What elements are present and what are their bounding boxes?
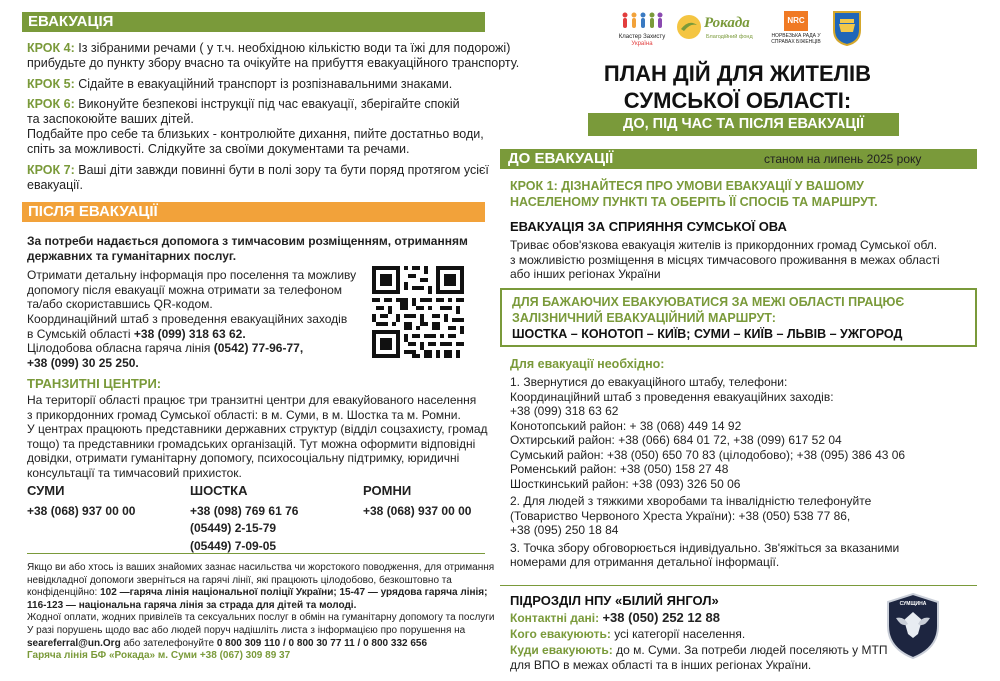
city-name: РОМНИ	[363, 483, 412, 498]
npu-title: ПІДРОЗДІЛ НПУ «БІЛИЙ ЯНГОЛ»	[510, 593, 719, 608]
railway-route-box: ДЛЯ БАЖАЮЧИХ ЕВАКУЮВАТИСЯ ЗА МЕЖІ ОБЛАСТІ ПРАЦЮЄ ЗАЛІЗНИЧНИЙ ЕВАКУАЦІЙНИЙ МАРШРУТ: ШОСТКА – КОНОТОП – КИЇВ; СУМИ – КИЇВ – ЛЬВІВ – УЖГОРОД	[500, 288, 977, 347]
badge-label: СУМЩИНА	[899, 601, 927, 607]
sumy-coat-of-arms-icon	[832, 10, 862, 46]
city-name: ШОСТКА	[190, 483, 248, 498]
coordination-hq-text: Координаційний штаб з проведення евакуаційних заходів в Сумській області +38 (099) 318 63 62. Цілодобова обласна гаряча лінія (0542) 77-96-77, +38 (099) 30 25 250.	[27, 312, 348, 370]
hotlines-footer: Якщо ви або хтось із ваших знайомих зазнає насильства чи жорстокого поводження, для отримання невідкладної допомоги зверніться на гарячі лінії, які працюють цілодобово, безкоштовно та конфіденційно: 102 —гаряча лінія національної поліції України; 15-47 — урядова гаряча лінія; 116-123 — національна гаряча лінія за страда для дітей та молоді. Жодної оплати, жодних привілеїв та сексуальних послуг в обмін на гуманітарну допомогу та послуги У разі порушень щодо вас або людей поруч надішліть листа з інформацією про порушення на seareferral@un.Org або зателефонуйте 0 800 309 110 / 0 800 30 77 11 / 0 800 332 656 Гаряча лінія БФ «Рокада» м. Суми +38 (067) 309 89 37	[27, 562, 495, 662]
after-evacuation-header: ПІСЛЯ ЕВАКУАЦІЇ	[22, 202, 485, 222]
qr-code[interactable]	[372, 266, 464, 358]
city-shostka	[190, 484, 360, 553]
step1-heading: КРОК 1: ДІЗНАЙТЕСЯ ПРО УМОВИ ЕВАКУАЦІЇ У ВАШОМУ НАСЕЛЕНОМУ ПУНКТІ ТА ОБЕРІТЬ ЇЇ СПОСІБ ТА МАРШРУТ.	[510, 179, 878, 209]
step4-block: КРОК 4: Із зібраними речами ( у т.ч. необхідною кількістю води та їжі для подорожі) прибудьте до пункту збору вчасно та очікуйте на прибуття евакуаційного транспорту.	[27, 41, 520, 70]
transit-centers-title: ТРАНЗИТНІ ЦЕНТРИ:	[27, 376, 162, 391]
step5-label: КРОК 5:	[27, 77, 75, 91]
protection-cluster-logo: Кластер Захисту Україна	[612, 11, 672, 47]
city-phone: +38 (098) 769 61 76	[190, 503, 299, 518]
rokada-emblem-icon	[676, 14, 702, 40]
ova-title: ЕВАКУАЦІЯ ЗА СПРИЯННЯ СУМСЬКОЇ ОВА	[510, 219, 787, 234]
step7-label: КРОК 7:	[27, 163, 75, 177]
people-icon	[620, 11, 664, 29]
city-phone: +38 (068) 937 00 00	[27, 503, 136, 518]
requirements-list: 1. Звернутися до евакуаційного штабу, телефони: Координаційний штаб з проведення евакуаційних заходів: +38 (099) 318 63 62 Конотопський район: + 38 (068) 449 14 92 Охтирський район: +38 (066) 684 01 72, +38 (099) 617 52 04 Сумський район: +38 (050) 650 70 83 (цілодобово); +38 (095) 386 43 06 Роменський район: +38 (050) 158 27 48 Шосткинський район: +38 (093) 326 50 06 2. Для людей з тяжкими хворобами та інвалідністю телефонуйте (Товариство Червоного Хреста України): +38 (050) 538 77 86, +38 (095) 250 18 84 3. Точка збору обговорюється індивідуально. Зв'яжіться за вказаними номерами для отримання детальної інформації.	[510, 375, 906, 569]
rokada-logo: Рокада Благодійний фонд	[676, 14, 760, 44]
transit-centers-text: На території області працює три транзитні центри для евакуйованого населення з прикордонних громад Сумської області: в м. Суми, в м. Шостка та м. Ромни. У центрах працюють представники державних структур (відділ соцзахисту, громад тощо) та представники громадських організацій. Тут можна оформити відповідні довідки, отримати гуманітарну допомогу, психосоціальну підтримку, юридичні консультації та тимчасовий прихисток.	[27, 393, 488, 480]
nrc-logo: NRC НОРВЕЗЬКА РАДА У СПРАВАХ БІЖЕНЦІВ	[770, 11, 822, 47]
as-of-date: станом на липень 2025 року	[764, 152, 922, 166]
city-romny	[363, 484, 493, 518]
page-subtitle: ДО, ПІД ЧАС ТА ПІСЛЯ ЕВАКУАЦІЇ	[588, 113, 899, 136]
city-sumy	[27, 484, 187, 518]
npu-details: Контактні дані: +38 (050) 252 12 88 Кого евакуюють: усі категорії населення. Куди евакуюють: до м. Суми. За потреби людей поселяють у МТП для ВПО в межах області та в інших регіонах України.	[510, 610, 888, 672]
requirements-title: Для евакуації необхідно:	[510, 357, 665, 371]
railway-route: ШОСТКА – КОНОТОП – КИЇВ; СУМИ – КИЇВ – ЛЬВІВ – УЖГОРОД	[512, 327, 903, 341]
step4-label: КРОК 4:	[27, 41, 75, 55]
city-name: СУМИ	[27, 483, 65, 498]
city-phone: (05449) 7-09-05	[190, 538, 277, 553]
evacuation-header: ЕВАКУАЦІЯ	[22, 12, 485, 32]
step5-block: КРОК 5: Сідайте в евакуаційний транспорт із розпізнавальними знаками.	[27, 77, 453, 91]
ova-text: Триває обов'язкова евакуація жителів із прикордонних громад Сумської обл. з можливістю розміщення в місцях тимчасового проживання в межах області або інших регіонах України	[510, 238, 940, 281]
after-help-text: За потреби надається допомога з тимчасовим розміщенням, отриманням державних та гуманітарних послуг.	[27, 234, 468, 263]
footer-divider	[27, 553, 485, 554]
before-evacuation-header: ДО ЕВАКУАЦІЇ	[500, 149, 977, 169]
step6-label: КРОК 6:	[27, 97, 75, 111]
after-info-text: Отримати детальну інформація про поселення та можливу допомогу після евакуації можна отримати за телефоном та/або скориставшись QR-кодом.	[27, 268, 357, 311]
city-phone: (05449) 2-15-79	[190, 521, 277, 535]
npu-divider	[500, 585, 977, 586]
city-phone: +38 (068) 937 00 00	[363, 503, 472, 518]
step7-block: КРОК 7: Ваші діти завжди повинні бути в полі зору та бути поряд протягом усієї евакуації.	[27, 163, 489, 192]
email-link[interactable]: seareferral@un.Org	[27, 637, 121, 649]
page-title: ПЛАН ДІЙ ДЛЯ ЖИТЕЛІВ СУМСЬКОЇ ОБЛАСТІ:	[603, 61, 872, 113]
step6-block: КРОК 6: Виконуйте безпекові інструкції під час евакуації, зберігайте спокій та заспокоюйте ваших дітей. Подбайте про себе та близьких - контролюйте дихання, пийте достатньо води, спіть за можливості. Слідкуйте за своїми документами та речами.	[27, 97, 484, 156]
